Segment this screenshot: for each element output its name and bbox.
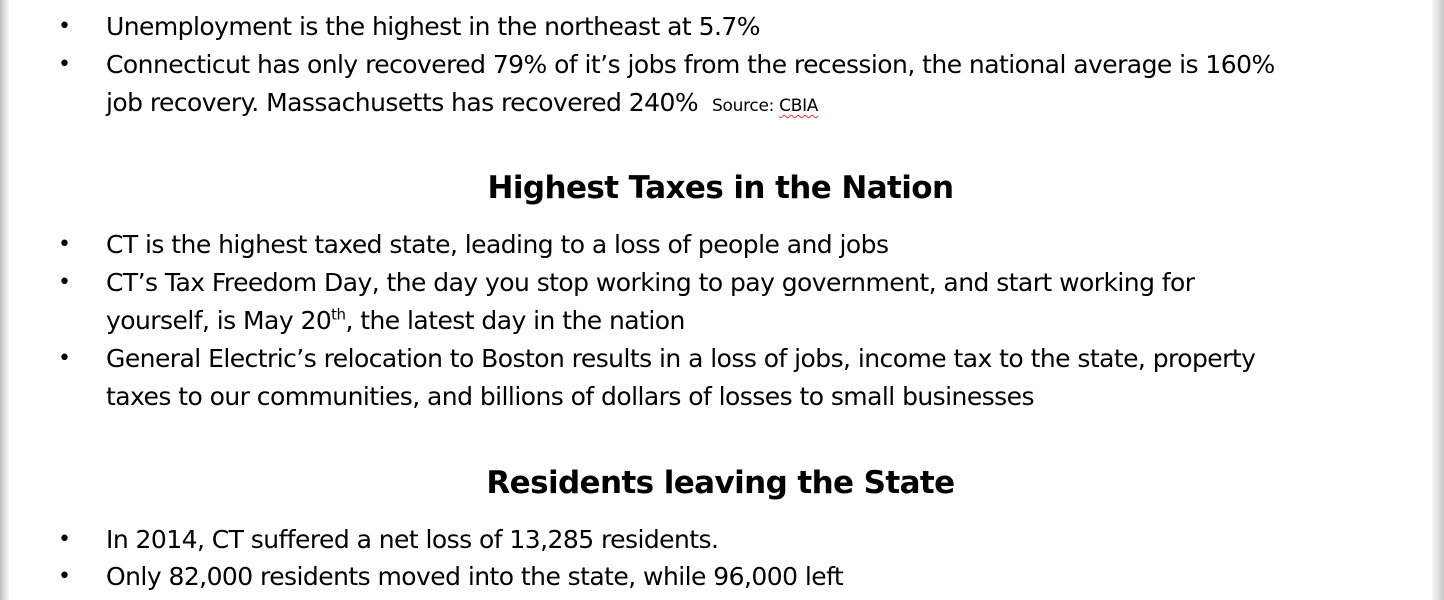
page-left-edge: [0, 0, 9, 600]
list-item: [58, 8, 1348, 46]
bullet-glyph: •: [58, 270, 71, 295]
list-item: [58, 46, 1348, 125]
source-citation: [712, 96, 818, 116]
source-name: CBIA: [779, 96, 819, 116]
document-page: [9, 0, 1432, 600]
list-item-text-line: Connecticut has only recovered 79% of it’s jobs from the recession, the national average is 160%: [106, 50, 1275, 79]
list-item-text-line: CT’s Tax Freedom Day, the day you stop working to pay government, and start working for: [106, 268, 1195, 297]
list-item-text: Unemployment is the highest in the northeast at 5.7%: [106, 12, 760, 41]
bullet-glyph: •: [58, 52, 71, 77]
list-item-text-line: General Electric’s relocation to Boston results in a loss of jobs, income tax to the state, property: [106, 344, 1256, 373]
bullet-glyph: •: [58, 346, 71, 371]
section-heading: Highest Taxes in the Nation: [487, 170, 954, 206]
list-item: [58, 264, 1348, 340]
list-item: [58, 340, 1348, 416]
bullet-glyph: •: [58, 527, 71, 552]
list-item: [58, 226, 1348, 264]
list-item-text: In 2014, CT suffered a net loss of 13,285 residents.: [106, 525, 719, 554]
list-item-text-line: [106, 84, 1348, 125]
list-item-text-segment: , the latest day in the nation: [345, 306, 685, 335]
list-item-text-segment: job recovery. Massachusetts has recovered 240%: [106, 88, 699, 117]
list-item-text: Only 82,000 residents moved into the state, while 96,000 left: [106, 562, 844, 591]
list-item: [58, 521, 1348, 559]
bullet-glyph: •: [58, 14, 71, 39]
source-label: Source:: [712, 96, 780, 116]
list-item-text-line: taxes to our communities, and billions of dollars of losses to small businesses: [106, 382, 1034, 411]
list-item-text-line: [106, 302, 1348, 340]
section-heading: Residents leaving the State: [486, 465, 955, 501]
superscript: th: [331, 305, 346, 324]
list-item: [58, 558, 1348, 596]
list-item-text: CT is the highest taxed state, leading to a loss of people and jobs: [106, 230, 889, 259]
bullet-glyph: •: [58, 564, 71, 589]
list-item-text-segment: yourself, is May 20: [106, 306, 332, 335]
page-right-edge: [1432, 0, 1444, 600]
bullet-glyph: •: [58, 232, 71, 257]
